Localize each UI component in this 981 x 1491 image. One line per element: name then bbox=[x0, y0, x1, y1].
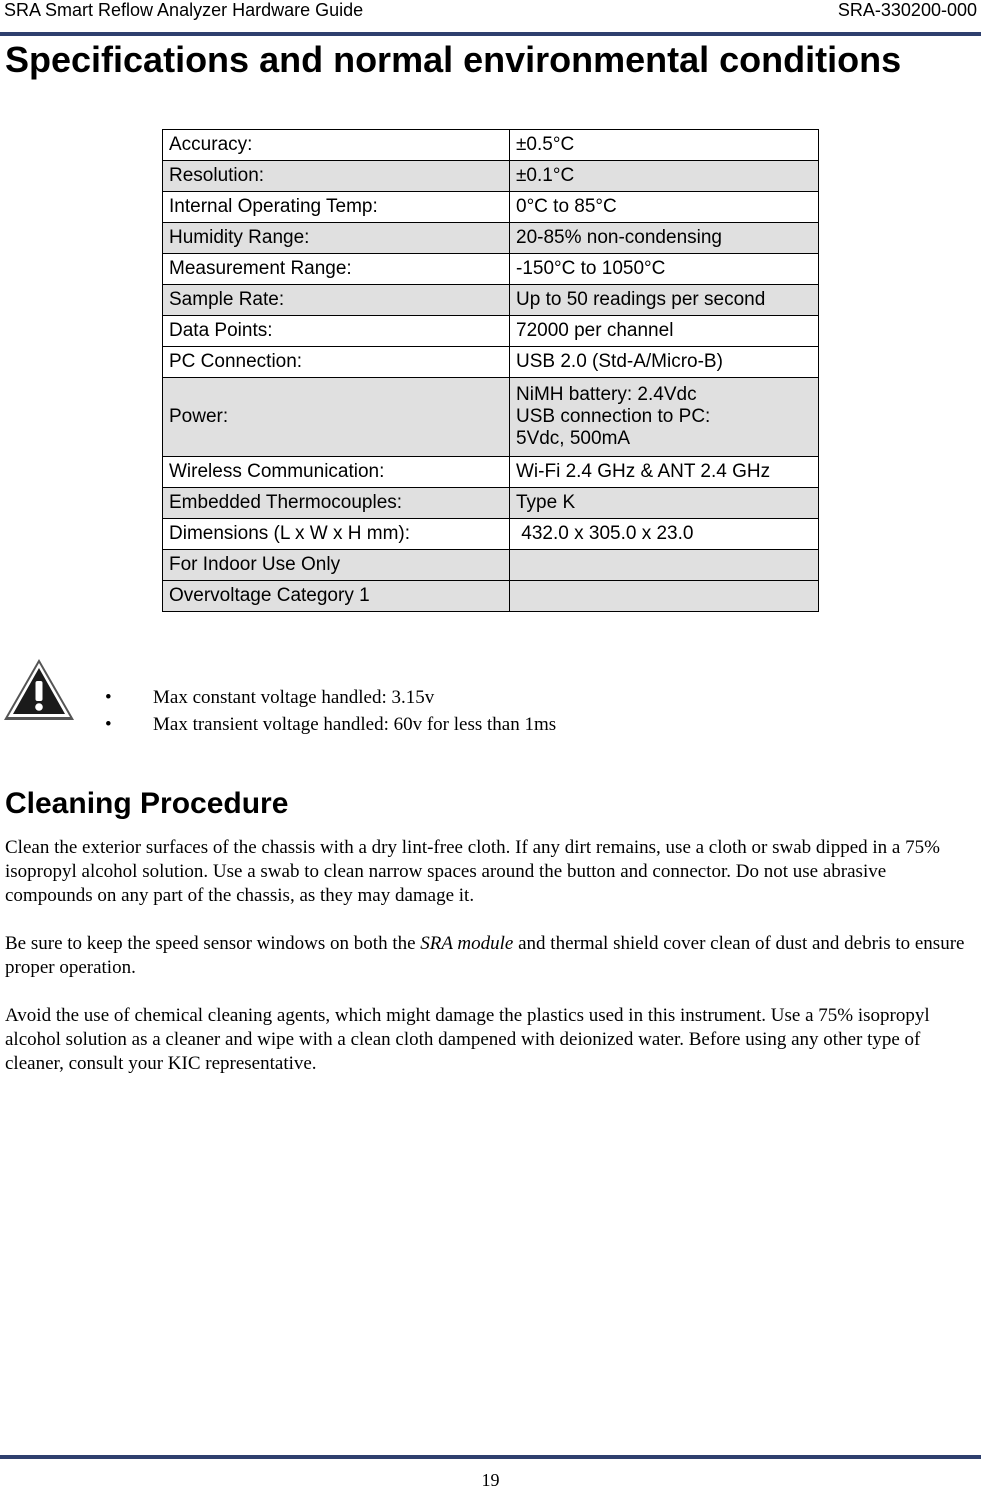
spec-label: PC Connection: bbox=[163, 347, 510, 378]
spec-row bbox=[163, 488, 819, 519]
spec-value: ±0.1°C bbox=[510, 161, 819, 192]
bullet: • bbox=[105, 687, 112, 708]
list-item bbox=[105, 711, 556, 738]
bullet: • bbox=[105, 714, 112, 735]
spec-row bbox=[163, 161, 819, 192]
spec-row bbox=[163, 130, 819, 161]
spec-value: 72000 per channel bbox=[510, 316, 819, 347]
spec-value bbox=[510, 550, 819, 581]
spec-row bbox=[163, 581, 819, 612]
spec-label: Embedded Thermocouples: bbox=[163, 488, 510, 519]
spec-label: Accuracy: bbox=[163, 130, 510, 161]
spec-value: 0°C to 85°C bbox=[510, 192, 819, 223]
spec-label: Dimensions (L x W x H mm): bbox=[163, 519, 510, 550]
spec-value: 20-85% non-condensing bbox=[510, 223, 819, 254]
spec-value-line: NiMH battery: 2.4Vdc bbox=[516, 384, 697, 405]
spec-value bbox=[510, 378, 819, 457]
cleaning-paragraph: Avoid the use of chemical cleaning agents, which might damage the plastics used in this instrument. Use a 75% isopropyl alcohol solution as a cleaner and wipe with a clean cloth dampened with deionized water. Before using any other type of cleaner, consult your KIC representative. bbox=[5, 1005, 930, 1074]
spec-row bbox=[163, 457, 819, 488]
spec-value bbox=[510, 581, 819, 612]
spec-label: Internal Operating Temp: bbox=[163, 192, 510, 223]
warning-text: Max transient voltage handled: 60v for less than 1ms bbox=[153, 714, 557, 735]
spec-value: USB 2.0 (Std-A/Micro-B) bbox=[510, 347, 819, 378]
spec-value: Up to 50 readings per second bbox=[510, 285, 819, 316]
warning-list bbox=[105, 684, 556, 738]
spec-row bbox=[163, 316, 819, 347]
spec-row bbox=[163, 285, 819, 316]
emphasis-text: SRA module bbox=[420, 933, 514, 954]
spec-value: ±0.5°C bbox=[510, 130, 819, 161]
spec-label: Humidity Range: bbox=[163, 223, 510, 254]
spec-table bbox=[162, 129, 819, 612]
header-rule bbox=[0, 32, 981, 36]
spec-label: Sample Rate: bbox=[163, 285, 510, 316]
spec-label: Wireless Communication: bbox=[163, 457, 510, 488]
footer-rule bbox=[0, 1455, 981, 1459]
cleaning-paragraph: Clean the exterior surfaces of the chassis with a dry lint-free cloth. If any dirt remains, use a cloth or swab dipped in a 75% isopropyl alcohol solution. Use a swab to clean narrow spaces around the button and connector. Do not use abrasive compounds on any part of the chassis, as they may damage it. bbox=[5, 837, 940, 906]
page-number: 19 bbox=[481, 1470, 500, 1490]
spec-label: Resolution: bbox=[163, 161, 510, 192]
spec-label: Overvoltage Category 1 bbox=[163, 581, 510, 612]
spec-label: Power: bbox=[163, 378, 510, 457]
text-run: and thermal shield cover clean of dust and debris to ensure proper operation. bbox=[5, 933, 965, 978]
spec-row bbox=[163, 550, 819, 581]
list-item bbox=[105, 684, 556, 711]
page-header bbox=[0, 0, 981, 36]
spec-row bbox=[163, 347, 819, 378]
spec-row bbox=[163, 378, 819, 457]
warning-triangle-icon bbox=[2, 657, 76, 723]
spec-label: Data Points: bbox=[163, 316, 510, 347]
cleaning-paragraph bbox=[5, 932, 977, 980]
section-title: Specifications and normal environmental conditions bbox=[5, 39, 902, 80]
spec-value: 432.0 x 305.0 x 23.0 bbox=[510, 519, 819, 550]
spec-row bbox=[163, 519, 819, 550]
header-doc-number: SRA-330200-000 bbox=[837, 0, 977, 20]
spec-label: Measurement Range: bbox=[163, 254, 510, 285]
spec-value: Wi-Fi 2.4 GHz & ANT 2.4 GHz bbox=[510, 457, 819, 488]
spec-row bbox=[163, 192, 819, 223]
spec-value: -150°C to 1050°C bbox=[510, 254, 819, 285]
cleaning-title: Cleaning Procedure bbox=[5, 787, 289, 820]
spec-value-line: USB connection to PC: bbox=[516, 406, 711, 427]
text-run: Be sure to keep the speed sensor windows on both the bbox=[5, 933, 421, 954]
spec-row bbox=[163, 254, 819, 285]
spec-label: For Indoor Use Only bbox=[163, 550, 510, 581]
spec-value-line: 5Vdc, 500mA bbox=[516, 428, 631, 449]
warning-text: Max constant voltage handled: 3.15v bbox=[153, 687, 435, 708]
spec-value: Type K bbox=[510, 488, 819, 519]
header-title: SRA Smart Reflow Analyzer Hardware Guide bbox=[4, 0, 364, 20]
spec-row bbox=[163, 223, 819, 254]
